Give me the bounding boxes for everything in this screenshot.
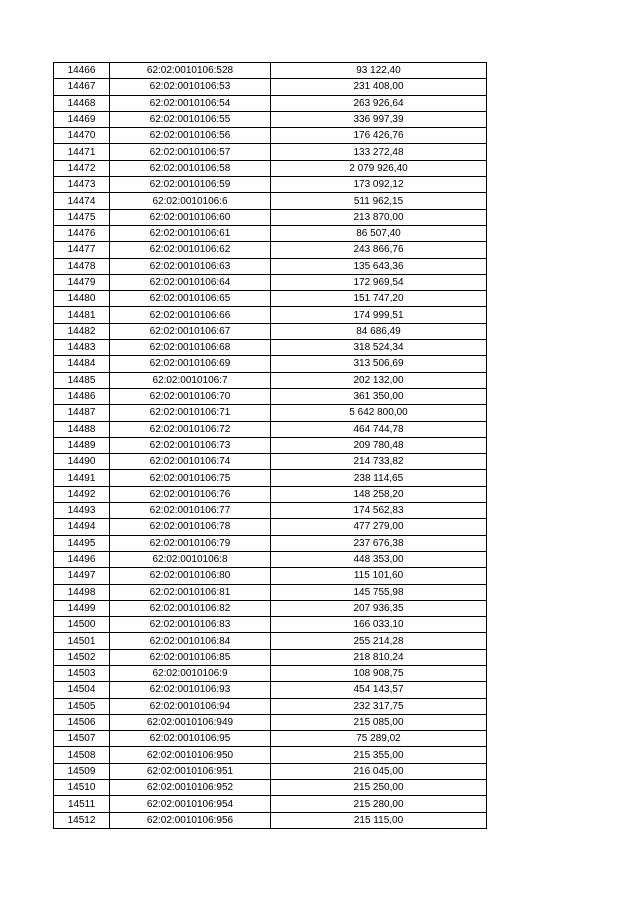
table-row bbox=[54, 763, 487, 779]
cadastral-value-cell: 238 114,65 bbox=[271, 470, 487, 486]
table-row bbox=[54, 225, 487, 241]
table-row bbox=[54, 372, 487, 388]
table-row bbox=[54, 209, 487, 225]
cadastral-number-cell: 62:02:0010106:6 bbox=[110, 193, 271, 209]
cadastral-number-cell: 62:02:0010106:67 bbox=[110, 323, 271, 339]
row-number-cell: 14509 bbox=[54, 763, 110, 779]
row-number-cell: 14500 bbox=[54, 617, 110, 633]
cadastral-value-cell: 2 079 926,40 bbox=[271, 160, 487, 176]
row-number-cell: 14505 bbox=[54, 698, 110, 714]
table-row bbox=[54, 95, 487, 111]
row-number-cell: 14491 bbox=[54, 470, 110, 486]
cadastral-number-cell: 62:02:0010106:84 bbox=[110, 633, 271, 649]
row-number-cell: 14494 bbox=[54, 519, 110, 535]
cadastral-value-cell: 151 747,20 bbox=[271, 291, 487, 307]
cadastral-number-cell: 62:02:0010106:82 bbox=[110, 600, 271, 616]
table-row bbox=[54, 503, 487, 519]
table-row bbox=[54, 405, 487, 421]
table-row bbox=[54, 291, 487, 307]
row-number-cell: 14506 bbox=[54, 714, 110, 730]
table-row bbox=[54, 111, 487, 127]
cadastral-value-cell: 172 969,54 bbox=[271, 274, 487, 290]
table-row bbox=[54, 323, 487, 339]
table-row bbox=[54, 714, 487, 730]
cadastral-number-cell: 62:02:0010106:76 bbox=[110, 486, 271, 502]
cadastral-value-cell: 115 101,60 bbox=[271, 568, 487, 584]
cadastral-number-cell: 62:02:0010106:85 bbox=[110, 649, 271, 665]
cadastral-number-cell: 62:02:0010106:72 bbox=[110, 421, 271, 437]
cadastral-value-cell: 361 350,00 bbox=[271, 388, 487, 404]
cadastral-value-cell: 218 810,24 bbox=[271, 649, 487, 665]
table-row bbox=[54, 421, 487, 437]
cadastral-number-cell: 62:02:0010106:58 bbox=[110, 160, 271, 176]
cadastral-value-cell: 231 408,00 bbox=[271, 79, 487, 95]
table-row bbox=[54, 796, 487, 812]
table-row bbox=[54, 388, 487, 404]
table-row bbox=[54, 258, 487, 274]
row-number-cell: 14493 bbox=[54, 503, 110, 519]
cadastral-value-cell: 174 999,51 bbox=[271, 307, 487, 323]
cadastral-number-cell: 62:02:0010106:65 bbox=[110, 291, 271, 307]
row-number-cell: 14501 bbox=[54, 633, 110, 649]
cadastral-number-cell: 62:02:0010106:71 bbox=[110, 405, 271, 421]
cadastral-value-cell: 511 962,15 bbox=[271, 193, 487, 209]
cadastral-value-cell: 135 643,36 bbox=[271, 258, 487, 274]
cadastral-value-cell: 176 426,76 bbox=[271, 128, 487, 144]
cadastral-value-cell: 209 780,48 bbox=[271, 437, 487, 453]
cadastral-number-cell: 62:02:0010106:55 bbox=[110, 111, 271, 127]
row-number-cell: 14489 bbox=[54, 437, 110, 453]
cadastral-number-cell: 62:02:0010106:83 bbox=[110, 617, 271, 633]
cadastral-value-cell: 336 997,39 bbox=[271, 111, 487, 127]
row-number-cell: 14497 bbox=[54, 568, 110, 584]
table-row bbox=[54, 698, 487, 714]
row-number-cell: 14466 bbox=[54, 63, 110, 79]
cadastral-value-cell: 86 507,40 bbox=[271, 225, 487, 241]
cadastral-number-cell: 62:02:0010106:62 bbox=[110, 242, 271, 258]
cadastral-number-cell: 62:02:0010106:8 bbox=[110, 551, 271, 567]
cadastral-number-cell: 62:02:0010106:77 bbox=[110, 503, 271, 519]
table-row bbox=[54, 747, 487, 763]
cadastral-value-cell: 207 936,35 bbox=[271, 600, 487, 616]
row-number-cell: 14502 bbox=[54, 649, 110, 665]
cadastral-value-cell: 108 908,75 bbox=[271, 665, 487, 681]
table-row bbox=[54, 128, 487, 144]
cadastral-number-cell: 62:02:0010106:69 bbox=[110, 356, 271, 372]
cadastral-number-cell: 62:02:0010106:64 bbox=[110, 274, 271, 290]
row-number-cell: 14498 bbox=[54, 584, 110, 600]
cadastral-value-table bbox=[53, 62, 487, 829]
cadastral-value-cell: 145 755,98 bbox=[271, 584, 487, 600]
row-number-cell: 14507 bbox=[54, 731, 110, 747]
row-number-cell: 14499 bbox=[54, 600, 110, 616]
table-row bbox=[54, 486, 487, 502]
cadastral-number-cell: 62:02:0010106:949 bbox=[110, 714, 271, 730]
table-row bbox=[54, 682, 487, 698]
table-row bbox=[54, 535, 487, 551]
cadastral-value-cell: 215 085,00 bbox=[271, 714, 487, 730]
cadastral-number-cell: 62:02:0010106:53 bbox=[110, 79, 271, 95]
cadastral-value-cell: 454 143,57 bbox=[271, 682, 487, 698]
cadastral-value-cell: 75 289,02 bbox=[271, 731, 487, 747]
cadastral-number-cell: 62:02:0010106:80 bbox=[110, 568, 271, 584]
row-number-cell: 14480 bbox=[54, 291, 110, 307]
table-row bbox=[54, 617, 487, 633]
row-number-cell: 14478 bbox=[54, 258, 110, 274]
cadastral-number-cell: 62:02:0010106:951 bbox=[110, 763, 271, 779]
row-number-cell: 14481 bbox=[54, 307, 110, 323]
cadastral-number-cell: 62:02:0010106:54 bbox=[110, 95, 271, 111]
cadastral-value-cell: 232 317,75 bbox=[271, 698, 487, 714]
table-row bbox=[54, 568, 487, 584]
row-number-cell: 14488 bbox=[54, 421, 110, 437]
cadastral-number-cell: 62:02:0010106:950 bbox=[110, 747, 271, 763]
cadastral-number-cell: 62:02:0010106:7 bbox=[110, 372, 271, 388]
cadastral-value-cell: 215 250,00 bbox=[271, 780, 487, 796]
cadastral-value-cell: 263 926,64 bbox=[271, 95, 487, 111]
row-number-cell: 14508 bbox=[54, 747, 110, 763]
cadastral-number-cell: 62:02:0010106:93 bbox=[110, 682, 271, 698]
table-row bbox=[54, 780, 487, 796]
table-row bbox=[54, 340, 487, 356]
cadastral-value-cell: 173 092,12 bbox=[271, 177, 487, 193]
cadastral-value-cell: 318 524,34 bbox=[271, 340, 487, 356]
cadastral-number-cell: 62:02:0010106:70 bbox=[110, 388, 271, 404]
row-number-cell: 14504 bbox=[54, 682, 110, 698]
cadastral-number-cell: 62:02:0010106:63 bbox=[110, 258, 271, 274]
row-number-cell: 14467 bbox=[54, 79, 110, 95]
table-row bbox=[54, 63, 487, 79]
cadastral-value-cell: 84 686,49 bbox=[271, 323, 487, 339]
table-row bbox=[54, 274, 487, 290]
row-number-cell: 14511 bbox=[54, 796, 110, 812]
table-row bbox=[54, 519, 487, 535]
cadastral-value-cell: 214 733,82 bbox=[271, 454, 487, 470]
row-number-cell: 14469 bbox=[54, 111, 110, 127]
row-number-cell: 14470 bbox=[54, 128, 110, 144]
cadastral-number-cell: 62:02:0010106:75 bbox=[110, 470, 271, 486]
table-row bbox=[54, 144, 487, 160]
table-row bbox=[54, 193, 487, 209]
cadastral-value-cell: 448 353,00 bbox=[271, 551, 487, 567]
cadastral-number-cell: 62:02:0010106:81 bbox=[110, 584, 271, 600]
row-number-cell: 14496 bbox=[54, 551, 110, 567]
cadastral-value-cell: 216 045,00 bbox=[271, 763, 487, 779]
cadastral-value-cell: 166 033,10 bbox=[271, 617, 487, 633]
table-body bbox=[54, 63, 487, 829]
row-number-cell: 14512 bbox=[54, 812, 110, 828]
cadastral-value-cell: 243 866,76 bbox=[271, 242, 487, 258]
cadastral-number-cell: 62:02:0010106:9 bbox=[110, 665, 271, 681]
table-row bbox=[54, 160, 487, 176]
row-number-cell: 14472 bbox=[54, 160, 110, 176]
table-row bbox=[54, 177, 487, 193]
cadastral-value-cell: 313 506,69 bbox=[271, 356, 487, 372]
cadastral-number-cell: 62:02:0010106:956 bbox=[110, 812, 271, 828]
row-number-cell: 14483 bbox=[54, 340, 110, 356]
cadastral-number-cell: 62:02:0010106:954 bbox=[110, 796, 271, 812]
cadastral-number-cell: 62:02:0010106:528 bbox=[110, 63, 271, 79]
cadastral-value-cell: 174 562,83 bbox=[271, 503, 487, 519]
table-row bbox=[54, 649, 487, 665]
row-number-cell: 14487 bbox=[54, 405, 110, 421]
table-row bbox=[54, 731, 487, 747]
row-number-cell: 14477 bbox=[54, 242, 110, 258]
cadastral-number-cell: 62:02:0010106:61 bbox=[110, 225, 271, 241]
cadastral-value-cell: 5 642 800,00 bbox=[271, 405, 487, 421]
row-number-cell: 14486 bbox=[54, 388, 110, 404]
cadastral-value-cell: 255 214,28 bbox=[271, 633, 487, 649]
cadastral-value-cell: 202 132,00 bbox=[271, 372, 487, 388]
row-number-cell: 14492 bbox=[54, 486, 110, 502]
cadastral-value-cell: 464 744,78 bbox=[271, 421, 487, 437]
table-row bbox=[54, 307, 487, 323]
cadastral-number-cell: 62:02:0010106:74 bbox=[110, 454, 271, 470]
row-number-cell: 14503 bbox=[54, 665, 110, 681]
table-row bbox=[54, 584, 487, 600]
cadastral-number-cell: 62:02:0010106:59 bbox=[110, 177, 271, 193]
cadastral-value-cell: 133 272,48 bbox=[271, 144, 487, 160]
table-row bbox=[54, 454, 487, 470]
cadastral-value-cell: 215 280,00 bbox=[271, 796, 487, 812]
table-row bbox=[54, 600, 487, 616]
row-number-cell: 14471 bbox=[54, 144, 110, 160]
cadastral-value-cell: 213 870,00 bbox=[271, 209, 487, 225]
cadastral-number-cell: 62:02:0010106:56 bbox=[110, 128, 271, 144]
cadastral-number-cell: 62:02:0010106:78 bbox=[110, 519, 271, 535]
cadastral-number-cell: 62:02:0010106:57 bbox=[110, 144, 271, 160]
row-number-cell: 14474 bbox=[54, 193, 110, 209]
cadastral-value-cell: 148 258,20 bbox=[271, 486, 487, 502]
table-row bbox=[54, 242, 487, 258]
cadastral-value-cell: 215 115,00 bbox=[271, 812, 487, 828]
table-row bbox=[54, 437, 487, 453]
cadastral-number-cell: 62:02:0010106:79 bbox=[110, 535, 271, 551]
cadastral-number-cell: 62:02:0010106:60 bbox=[110, 209, 271, 225]
cadastral-number-cell: 62:02:0010106:68 bbox=[110, 340, 271, 356]
row-number-cell: 14482 bbox=[54, 323, 110, 339]
row-number-cell: 14495 bbox=[54, 535, 110, 551]
table-row bbox=[54, 812, 487, 828]
cadastral-value-cell: 237 676,38 bbox=[271, 535, 487, 551]
cadastral-number-cell: 62:02:0010106:73 bbox=[110, 437, 271, 453]
row-number-cell: 14475 bbox=[54, 209, 110, 225]
row-number-cell: 14476 bbox=[54, 225, 110, 241]
row-number-cell: 14473 bbox=[54, 177, 110, 193]
table-row bbox=[54, 356, 487, 372]
row-number-cell: 14490 bbox=[54, 454, 110, 470]
cadastral-number-cell: 62:02:0010106:94 bbox=[110, 698, 271, 714]
table-row bbox=[54, 633, 487, 649]
row-number-cell: 14484 bbox=[54, 356, 110, 372]
cadastral-number-cell: 62:02:0010106:952 bbox=[110, 780, 271, 796]
table-row bbox=[54, 470, 487, 486]
cadastral-value-cell: 93 122,40 bbox=[271, 63, 487, 79]
row-number-cell: 14479 bbox=[54, 274, 110, 290]
row-number-cell: 14485 bbox=[54, 372, 110, 388]
cadastral-value-cell: 215 355,00 bbox=[271, 747, 487, 763]
row-number-cell: 14510 bbox=[54, 780, 110, 796]
row-number-cell: 14468 bbox=[54, 95, 110, 111]
table-row bbox=[54, 665, 487, 681]
cadastral-number-cell: 62:02:0010106:95 bbox=[110, 731, 271, 747]
cadastral-value-cell: 477 279,00 bbox=[271, 519, 487, 535]
cadastral-number-cell: 62:02:0010106:66 bbox=[110, 307, 271, 323]
table-row bbox=[54, 551, 487, 567]
table-row bbox=[54, 79, 487, 95]
